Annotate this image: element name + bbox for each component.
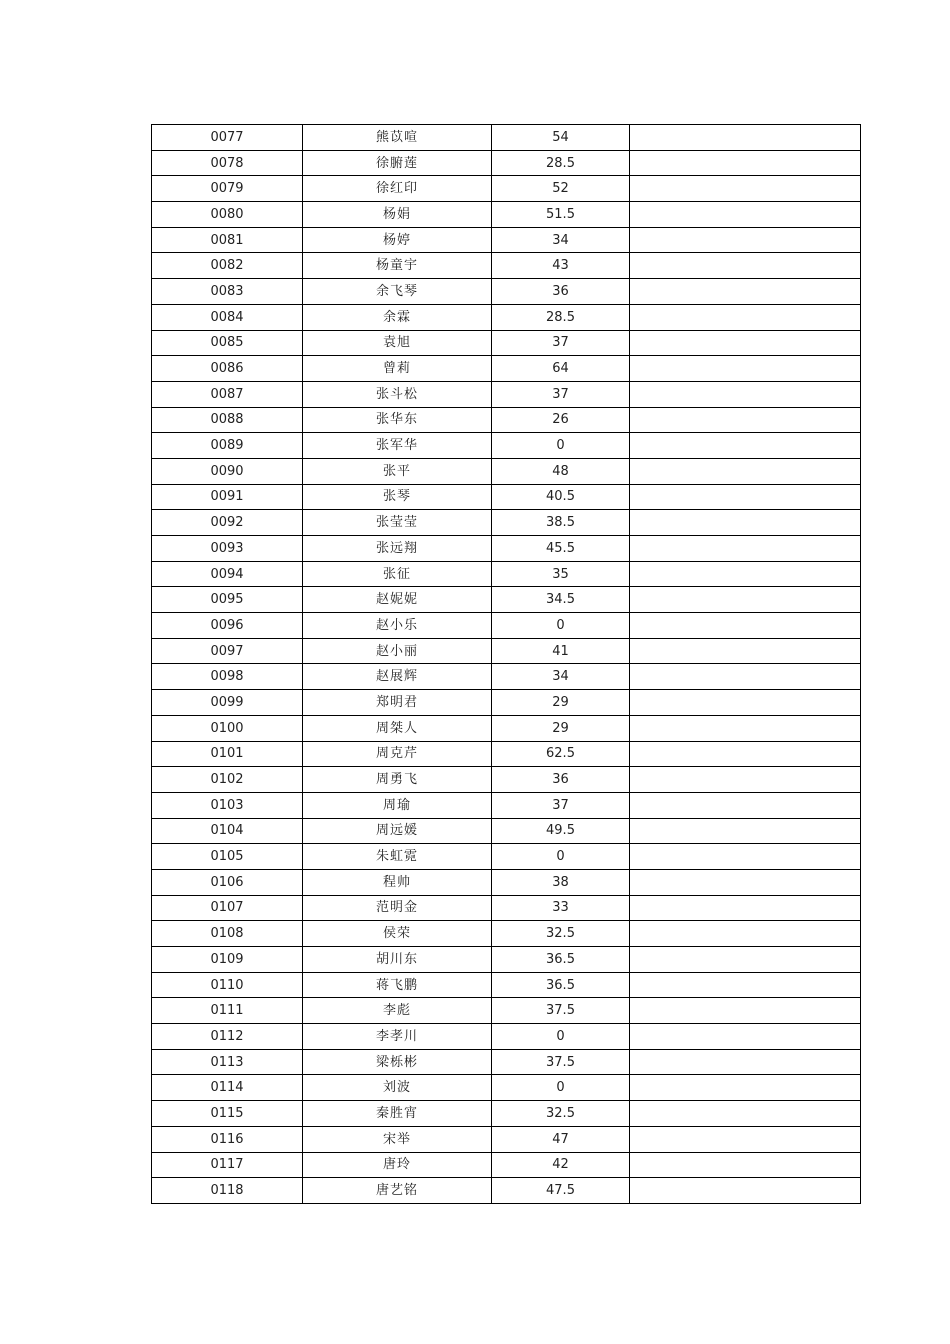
student-id-cell: 0077 <box>152 125 303 151</box>
note-cell <box>630 433 861 459</box>
score-cell: 51.5 <box>492 202 630 228</box>
student-name-cell: 赵小乐 <box>303 613 492 639</box>
student-name-cell: 赵展辉 <box>303 664 492 690</box>
student-name-cell: 张军华 <box>303 433 492 459</box>
table-body <box>152 125 861 1204</box>
student-id-cell: 0084 <box>152 304 303 330</box>
table-row <box>152 947 861 973</box>
score-cell: 36.5 <box>492 972 630 998</box>
table-row <box>152 1049 861 1075</box>
table-row <box>152 638 861 664</box>
student-id-cell: 0087 <box>152 381 303 407</box>
student-name-cell: 袁旭 <box>303 330 492 356</box>
table-row <box>152 433 861 459</box>
table-row <box>152 1126 861 1152</box>
student-name-cell: 唐艺铭 <box>303 1178 492 1204</box>
table-row <box>152 150 861 176</box>
student-id-cell: 0114 <box>152 1075 303 1101</box>
student-id-cell: 0082 <box>152 253 303 279</box>
note-cell <box>630 125 861 151</box>
note-cell <box>630 741 861 767</box>
score-cell: 34.5 <box>492 587 630 613</box>
table-row <box>152 690 861 716</box>
table-row <box>152 844 861 870</box>
student-id-cell: 0080 <box>152 202 303 228</box>
student-id-cell: 0111 <box>152 998 303 1024</box>
student-name-cell: 李彪 <box>303 998 492 1024</box>
score-cell: 0 <box>492 1024 630 1050</box>
student-id-cell: 0098 <box>152 664 303 690</box>
student-id-cell: 0103 <box>152 792 303 818</box>
student-name-cell: 程帅 <box>303 869 492 895</box>
table-row <box>152 1152 861 1178</box>
score-cell: 37.5 <box>492 998 630 1024</box>
note-cell <box>630 253 861 279</box>
table-row <box>152 818 861 844</box>
table-row <box>152 998 861 1024</box>
table-row <box>152 869 861 895</box>
note-cell <box>630 150 861 176</box>
table-row <box>152 253 861 279</box>
table-row <box>152 458 861 484</box>
student-id-cell: 0095 <box>152 587 303 613</box>
student-name-cell: 胡川东 <box>303 947 492 973</box>
note-cell <box>630 1024 861 1050</box>
student-name-cell: 赵小丽 <box>303 638 492 664</box>
note-cell <box>630 998 861 1024</box>
student-name-cell: 张平 <box>303 458 492 484</box>
score-cell: 34 <box>492 227 630 253</box>
table-row <box>152 715 861 741</box>
score-cell: 38 <box>492 869 630 895</box>
student-id-cell: 0115 <box>152 1101 303 1127</box>
student-name-cell: 周远媛 <box>303 818 492 844</box>
score-cell: 52 <box>492 176 630 202</box>
student-name-cell: 张远翔 <box>303 536 492 562</box>
student-name-cell: 郑明君 <box>303 690 492 716</box>
student-id-cell: 0091 <box>152 484 303 510</box>
table-row <box>152 304 861 330</box>
table-row <box>152 1075 861 1101</box>
student-name-cell: 周桀人 <box>303 715 492 741</box>
student-id-cell: 0104 <box>152 818 303 844</box>
student-name-cell: 杨娟 <box>303 202 492 228</box>
student-name-cell: 朱虹霓 <box>303 844 492 870</box>
student-id-cell: 0079 <box>152 176 303 202</box>
note-cell <box>630 279 861 305</box>
note-cell <box>630 613 861 639</box>
student-id-cell: 0088 <box>152 407 303 433</box>
note-cell <box>630 792 861 818</box>
student-id-cell: 0116 <box>152 1126 303 1152</box>
student-id-cell: 0118 <box>152 1178 303 1204</box>
score-cell: 0 <box>492 844 630 870</box>
note-cell <box>630 1075 861 1101</box>
student-name-cell: 张华东 <box>303 407 492 433</box>
student-name-cell: 徐腑莲 <box>303 150 492 176</box>
student-id-cell: 0105 <box>152 844 303 870</box>
note-cell <box>630 715 861 741</box>
student-id-cell: 0100 <box>152 715 303 741</box>
table-row <box>152 407 861 433</box>
score-cell: 49.5 <box>492 818 630 844</box>
student-id-cell: 0110 <box>152 972 303 998</box>
table-row <box>152 381 861 407</box>
score-cell: 0 <box>492 433 630 459</box>
student-id-cell: 0094 <box>152 561 303 587</box>
note-cell <box>630 536 861 562</box>
score-cell: 0 <box>492 1075 630 1101</box>
student-name-cell: 周瑜 <box>303 792 492 818</box>
score-cell: 29 <box>492 690 630 716</box>
table-row <box>152 613 861 639</box>
table-row <box>152 664 861 690</box>
note-cell <box>630 869 861 895</box>
note-cell <box>630 381 861 407</box>
score-cell: 35 <box>492 561 630 587</box>
score-cell: 47.5 <box>492 1178 630 1204</box>
student-name-cell: 李孝川 <box>303 1024 492 1050</box>
student-name-cell: 刘波 <box>303 1075 492 1101</box>
table-row <box>152 227 861 253</box>
score-cell: 64 <box>492 356 630 382</box>
student-id-cell: 0108 <box>152 921 303 947</box>
student-name-cell: 周克芹 <box>303 741 492 767</box>
student-name-cell: 蒋飞鹏 <box>303 972 492 998</box>
student-id-cell: 0096 <box>152 613 303 639</box>
table-row <box>152 510 861 536</box>
note-cell <box>630 638 861 664</box>
note-cell <box>630 458 861 484</box>
table-row <box>152 202 861 228</box>
score-cell: 32.5 <box>492 921 630 947</box>
score-cell: 28.5 <box>492 150 630 176</box>
note-cell <box>630 664 861 690</box>
student-name-cell: 赵妮妮 <box>303 587 492 613</box>
student-id-cell: 0107 <box>152 895 303 921</box>
table-row <box>152 972 861 998</box>
score-cell: 36 <box>492 767 630 793</box>
note-cell <box>630 844 861 870</box>
student-id-cell: 0090 <box>152 458 303 484</box>
note-cell <box>630 1126 861 1152</box>
student-name-cell: 周勇飞 <box>303 767 492 793</box>
score-cell: 37 <box>492 330 630 356</box>
table-row <box>152 176 861 202</box>
table-row <box>152 895 861 921</box>
score-cell: 47 <box>492 1126 630 1152</box>
student-id-cell: 0117 <box>152 1152 303 1178</box>
note-cell <box>630 510 861 536</box>
note-cell <box>630 1178 861 1204</box>
score-cell: 42 <box>492 1152 630 1178</box>
score-cell: 26 <box>492 407 630 433</box>
student-id-cell: 0086 <box>152 356 303 382</box>
score-cell: 45.5 <box>492 536 630 562</box>
score-cell: 28.5 <box>492 304 630 330</box>
student-id-cell: 0101 <box>152 741 303 767</box>
note-cell <box>630 227 861 253</box>
student-name-cell: 宋举 <box>303 1126 492 1152</box>
note-cell <box>630 304 861 330</box>
table-row <box>152 356 861 382</box>
student-name-cell: 张莹莹 <box>303 510 492 536</box>
table-row <box>152 125 861 151</box>
student-id-cell: 0099 <box>152 690 303 716</box>
note-cell <box>630 202 861 228</box>
note-cell <box>630 176 861 202</box>
score-cell: 36.5 <box>492 947 630 973</box>
student-name-cell: 余霖 <box>303 304 492 330</box>
score-cell: 37 <box>492 792 630 818</box>
student-id-cell: 0092 <box>152 510 303 536</box>
score-cell: 43 <box>492 253 630 279</box>
student-name-cell: 余飞琴 <box>303 279 492 305</box>
note-cell <box>630 921 861 947</box>
note-cell <box>630 561 861 587</box>
table-row <box>152 536 861 562</box>
score-cell: 37.5 <box>492 1049 630 1075</box>
student-name-cell: 张征 <box>303 561 492 587</box>
score-table <box>151 124 861 1204</box>
student-name-cell: 侯荣 <box>303 921 492 947</box>
score-cell: 37 <box>492 381 630 407</box>
student-name-cell: 范明金 <box>303 895 492 921</box>
student-name-cell: 梁栎彬 <box>303 1049 492 1075</box>
student-name-cell: 徐红印 <box>303 176 492 202</box>
score-cell: 36 <box>492 279 630 305</box>
table-row <box>152 484 861 510</box>
student-id-cell: 0089 <box>152 433 303 459</box>
note-cell <box>630 818 861 844</box>
score-cell: 48 <box>492 458 630 484</box>
table-row <box>152 1178 861 1204</box>
student-id-cell: 0085 <box>152 330 303 356</box>
table-row <box>152 561 861 587</box>
note-cell <box>630 1049 861 1075</box>
score-cell: 38.5 <box>492 510 630 536</box>
student-name-cell: 杨童宇 <box>303 253 492 279</box>
student-name-cell: 曾莉 <box>303 356 492 382</box>
student-id-cell: 0113 <box>152 1049 303 1075</box>
table-row <box>152 330 861 356</box>
student-id-cell: 0078 <box>152 150 303 176</box>
student-name-cell: 杨婷 <box>303 227 492 253</box>
score-cell: 62.5 <box>492 741 630 767</box>
score-cell: 0 <box>492 613 630 639</box>
note-cell <box>630 407 861 433</box>
score-cell: 41 <box>492 638 630 664</box>
student-id-cell: 0106 <box>152 869 303 895</box>
score-cell: 34 <box>492 664 630 690</box>
student-name-cell: 唐玲 <box>303 1152 492 1178</box>
note-cell <box>630 1152 861 1178</box>
note-cell <box>630 330 861 356</box>
table-row <box>152 792 861 818</box>
student-id-cell: 0097 <box>152 638 303 664</box>
table-row <box>152 1024 861 1050</box>
note-cell <box>630 895 861 921</box>
table-row <box>152 921 861 947</box>
score-cell: 54 <box>492 125 630 151</box>
student-id-cell: 0083 <box>152 279 303 305</box>
student-name-cell: 张琴 <box>303 484 492 510</box>
table-row <box>152 767 861 793</box>
note-cell <box>630 972 861 998</box>
note-cell <box>630 587 861 613</box>
score-cell: 40.5 <box>492 484 630 510</box>
note-cell <box>630 356 861 382</box>
score-cell: 29 <box>492 715 630 741</box>
student-id-cell: 0112 <box>152 1024 303 1050</box>
table-row <box>152 587 861 613</box>
student-name-cell: 秦胜宵 <box>303 1101 492 1127</box>
student-name-cell: 熊苡喧 <box>303 125 492 151</box>
student-id-cell: 0102 <box>152 767 303 793</box>
score-cell: 32.5 <box>492 1101 630 1127</box>
note-cell <box>630 690 861 716</box>
table-row <box>152 1101 861 1127</box>
score-cell: 33 <box>492 895 630 921</box>
note-cell <box>630 947 861 973</box>
student-id-cell: 0109 <box>152 947 303 973</box>
student-id-cell: 0093 <box>152 536 303 562</box>
note-cell <box>630 767 861 793</box>
note-cell <box>630 484 861 510</box>
table-row <box>152 741 861 767</box>
note-cell <box>630 1101 861 1127</box>
table-row <box>152 279 861 305</box>
student-id-cell: 0081 <box>152 227 303 253</box>
student-name-cell: 张斗松 <box>303 381 492 407</box>
